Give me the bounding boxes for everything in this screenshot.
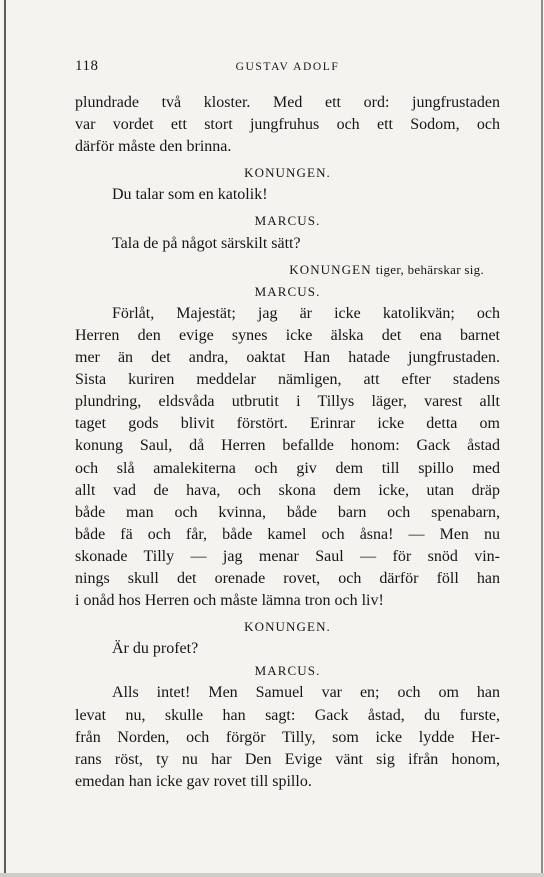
stage-direction bbox=[75, 259, 500, 281]
text-line: nings skull det orenade rovet, och därför föll han bbox=[75, 569, 500, 587]
text-line: Sista kuriren meddelar nämligen, att efter stadens bbox=[75, 371, 500, 389]
text-line: var vordet ett stort jungfruhus och ett Sodom, och bbox=[75, 116, 500, 134]
text-line: skonade Tilly — jag menar Saul — för snöd vin- bbox=[75, 547, 500, 565]
text-line: Förlåt, Majestät; jag är icke katolikvän; och bbox=[112, 304, 500, 322]
speaker-name: MARCUS. bbox=[254, 283, 321, 299]
text-line: plundring, eldsvåda utbrutit i Tillys läger, varest allt bbox=[75, 393, 500, 411]
text-line: i onåd hos Herren och måste lämna tron och liv! bbox=[75, 592, 384, 610]
stage-direction-note: tiger, behärskar sig. bbox=[375, 261, 484, 277]
page-left-edge bbox=[4, 0, 6, 877]
dialogue-line: Du talar som en katolik! bbox=[112, 186, 268, 204]
text-line: Herren den evige synes icke älska det ena barnet bbox=[75, 326, 500, 344]
text-line: mer än det andra, oaktat Han hatade jungfrustaden. bbox=[75, 349, 500, 367]
text-line: taget gods blivit förstört. Erinrar icke detta om bbox=[75, 415, 500, 433]
page-bottom-edge bbox=[0, 873, 544, 877]
speaker-name: KONUNGEN. bbox=[244, 619, 331, 635]
stage-direction-speaker: KONUNGEN bbox=[289, 261, 372, 277]
text-line: levat nu, skulle han sagt: Gack åstad, du furste, bbox=[75, 706, 500, 724]
paragraph-1 bbox=[75, 92, 500, 158]
dialogue-line: Tala de på något särskilt sätt? bbox=[112, 234, 301, 252]
dialogue-line: Är du profet? bbox=[112, 640, 199, 658]
speaker-name: MARCUS. bbox=[254, 213, 321, 229]
text-line: konung Saul, då Herren befallde honom: Gack åstad bbox=[75, 437, 500, 455]
text-line: och slå amalekiterna och giv dem till spillo med bbox=[75, 459, 500, 477]
page-right-edge bbox=[541, 0, 543, 877]
paragraph-2 bbox=[75, 303, 500, 612]
text-line: därför måste den brinna. bbox=[75, 138, 232, 156]
text-line: allt vad de hava, och skona dem icke, utan dräp bbox=[75, 481, 500, 499]
text-line: från Norden, och förgör Tilly, som icke lydde Her- bbox=[75, 728, 500, 746]
text-line: Alls intet! Men Samuel var en; och om han bbox=[112, 684, 500, 702]
paragraph-3 bbox=[75, 682, 500, 792]
text-line: både man och kvinna, både barn och spenabarn, bbox=[75, 503, 500, 521]
speaker-name: KONUNGEN. bbox=[244, 165, 331, 181]
running-head: GUSTAV ADOLF bbox=[235, 61, 340, 73]
page-number: 118 bbox=[75, 58, 99, 74]
text-line: plundrade två kloster. Med ett ord: jungfrustaden bbox=[75, 94, 500, 111]
text-line: både fä och får, både kamel och åsna! — Men nu bbox=[75, 525, 500, 543]
page-header bbox=[75, 58, 500, 78]
text-line: emedan han icke gav rovet till spillo. bbox=[75, 772, 312, 790]
page-body bbox=[75, 92, 500, 793]
text-line: rans röst, ty nu har Den Evige vänt sig ifrån honom, bbox=[75, 750, 500, 768]
speaker-name: MARCUS. bbox=[254, 663, 321, 679]
